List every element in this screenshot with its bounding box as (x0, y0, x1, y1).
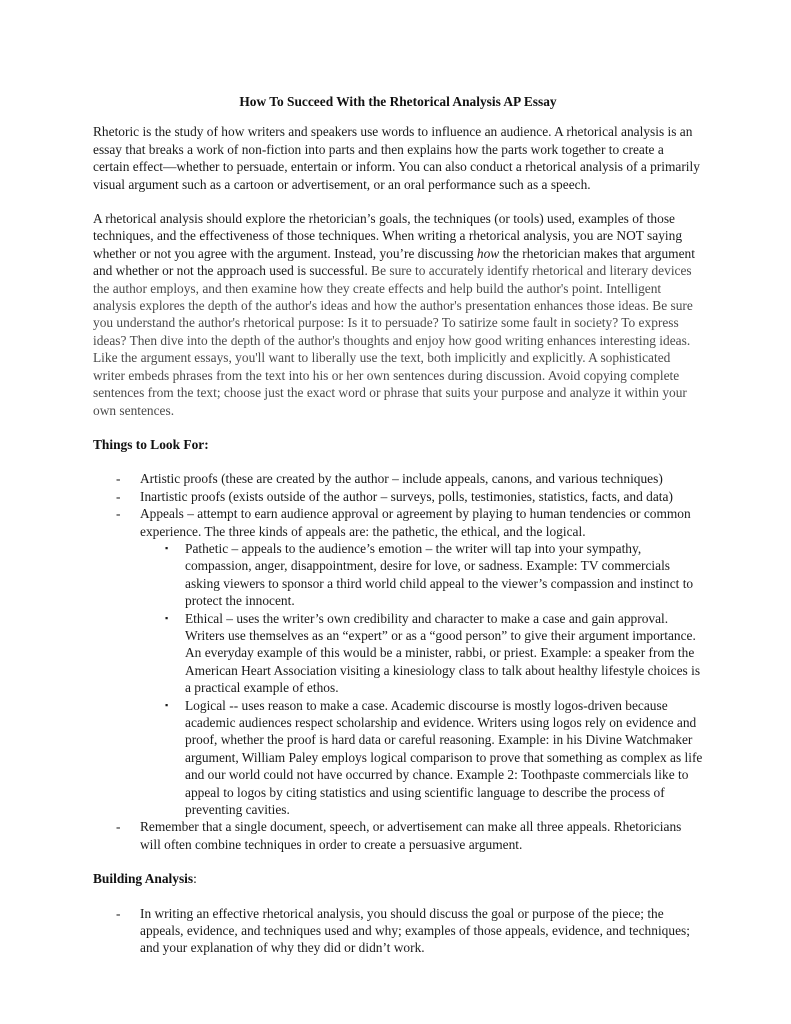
analysis-paragraph (93, 210, 703, 419)
building-analysis-list (93, 905, 703, 957)
sublist-item-text: Ethical – uses the writer’s own credibility and character to make a case and gain approval. Writers use themselves as an “expert” or as a “good person” to give their argument importance. An everyday example of this would be a minister, rabbi, or priest. Example: a speaker from the American Heart Association visiting a kinesiology class to talk about healthy lifestyle choices is a practical example of ethos. (185, 610, 701, 696)
appeals-sublist (93, 540, 703, 819)
emphasis-how: how (476, 245, 500, 261)
heading-colon: : (193, 871, 197, 887)
sublist-item-pathetic (93, 540, 703, 610)
square-bullet-icon: ▪ (165, 542, 169, 553)
building-analysis-heading-text: Building Analysis (93, 871, 194, 887)
building-analysis-heading (93, 870, 703, 887)
analysis-paragraph-part1: A rhetorical analysis should explore the rhetorician’s goals, the techniques (or tools) used, examples of those techniques, and the effectiveness of those techniques. When writing a rhetorical analysis, you are NOT saying whether or not you agree with the argument. Instead, you’re discussing (93, 211, 683, 261)
analysis-paragraph-part2: the rhetorician makes that argument and whether or not the approach used is successful. (93, 245, 695, 279)
intro-paragraph: Rhetoric is the study of how writers and speakers use words to influence an audience. A rhetorical analysis is an essay that breaks a work of non-fiction into parts and then explains how the parts work together to create a certain effect—whether to persuade, entertain or inform. You can also conduct a rhetorical analysis of a primarily visual argument such as a cartoon or advertisement, or an oral performance such as a speech. (93, 124, 700, 192)
dash-bullet-icon: - (116, 506, 121, 522)
square-bullet-icon: ▪ (165, 699, 169, 710)
list-item-text: In writing an effective rhetorical analysis, you should discuss the goal or purpose of the piece; the appeals, evidence, and techniques used and why; examples of those appeals, evidence, and techniques; and your explanation of why they did or didn’t work. (140, 905, 690, 956)
sublist-item-text: Logical -- uses reason to make a case. Academic discourse is mostly logos-driven because academic audiences respect scholarship and evidence. Writers using logos rely on evidence and proof, whether the proof is hard data or careful reasoning. Example: in his Divine Watchmaker argument, William Paley employs logical comparison to prove that something as complex as life and our world could not have occurred by chance. Example 2: Toothpaste commercials like to appeal to logos by citing statistics and using scientific language to describe the process of preventing cavities. (185, 697, 703, 818)
list-item-effective-analysis (93, 905, 703, 957)
appeals-sublist-container (93, 540, 703, 819)
list-item-artistic-proofs (93, 470, 703, 487)
things-to-look-for-heading: Things to Look For: (93, 436, 209, 452)
dash-bullet-icon: - (116, 488, 121, 504)
list-item-appeals (93, 505, 703, 540)
list-item-text: Remember that a single document, speech, or advertisement can make all three appeals. Rhetoricians will often combine techniques in order to create a persuasive argument. (140, 819, 682, 852)
sublist-item-ethical (93, 610, 703, 697)
list-item-text: Artistic proofs (these are created by the author – include appeals, canons, and various techniques) (140, 471, 663, 487)
square-bullet-icon: ▪ (165, 612, 169, 623)
list-item-remember (93, 818, 703, 853)
things-to-look-for-list (93, 470, 703, 853)
document-page (93, 93, 703, 974)
dash-bullet-icon: - (116, 905, 121, 921)
list-item-text: Appeals – attempt to earn audience approval or agreement by playing to human tendencies or common experience. The three kinds of appeals are: the pathetic, the ethical, and the logical. (140, 506, 691, 539)
sublist-item-logical (93, 697, 703, 819)
analysis-paragraph-gray: Be sure to accurately identify rhetorical and literary devices the author employs, and then examine how they create effects and help build the author's point. Intelligent analysis explores the depth of the author's ideas and how the author's presentation enhances those ideas. Be sure you understand the author's rhetorical purpose: Is it to persuade? To satirize some fault in society? To express ideas? Then dive into the depth of the author's thoughts and enjoy how good writing enhances interesting ideas. Like the argument essays, you'll want to liberally use the text, both implicitly and explicitly. A sophisticated writer embeds phrases from the text into his or her own sentences during discussion. Avoid copying complete sentences from the text; choose just the exact word or phrase that suits your purpose and analyze it within your own sentences. (93, 263, 693, 418)
list-item-inartistic-proofs (93, 488, 703, 505)
dash-bullet-icon: - (116, 471, 121, 487)
list-item-text: Inartistic proofs (exists outside of the author – surveys, polls, testimonies, statistics, facts, and data) (140, 488, 673, 504)
sublist-item-text: Pathetic – appeals to the audience’s emotion – the writer will tap into your sympathy, compassion, anger, disappointment, desire for love, or sadness. Example: TV commercials asking viewers to sponsor a third world child appeal to the viewer’s compassion and instinct to protect the innocent. (185, 540, 694, 609)
dash-bullet-icon: - (116, 819, 121, 835)
document-title: How To Succeed With the Rhetorical Analysis AP Essay (239, 94, 557, 109)
